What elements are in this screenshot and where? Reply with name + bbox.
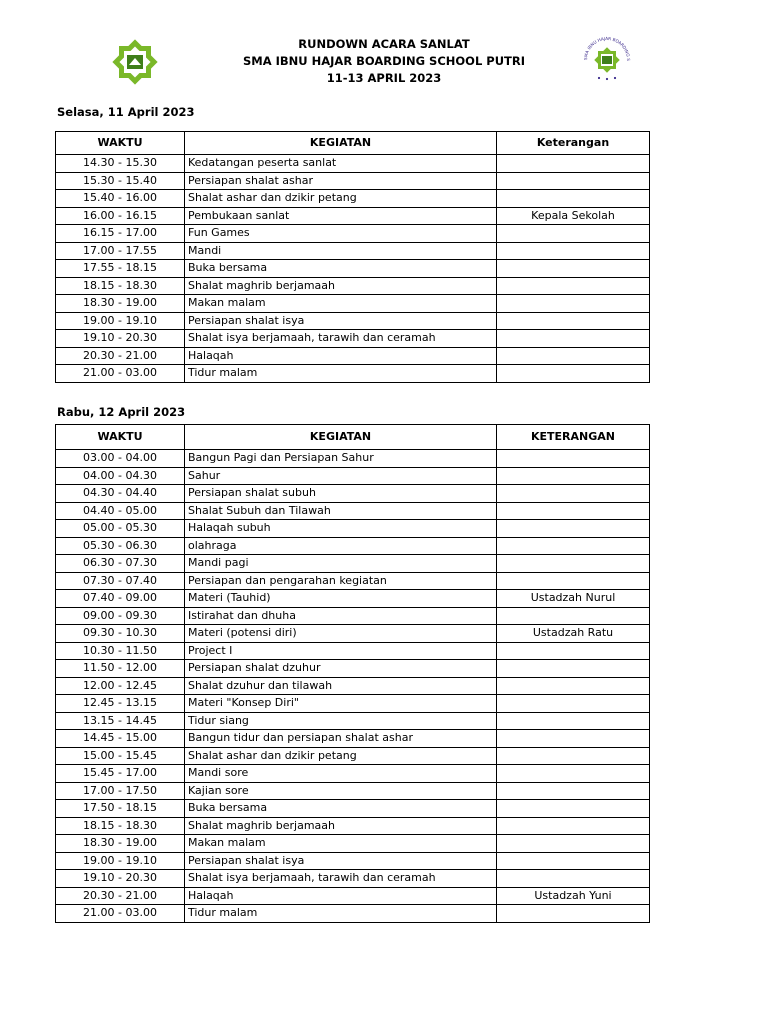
time-cell: 21.00 - 03.00 [56, 365, 185, 383]
school-logo-right [577, 36, 637, 84]
note-cell [497, 502, 650, 520]
table-row [56, 207, 650, 225]
note-cell: Ustadzah Nurul [497, 590, 650, 608]
time-cell: 04.40 - 05.00 [56, 502, 185, 520]
table-row [56, 242, 650, 260]
activity-cell: Project I [185, 642, 497, 660]
table-row [56, 712, 650, 730]
table-row [56, 835, 650, 853]
table-row [56, 887, 650, 905]
table-row [56, 502, 650, 520]
time-cell: 17.00 - 17.55 [56, 242, 185, 260]
column-header-keterangan: KETERANGAN [497, 425, 650, 450]
table-row [56, 225, 650, 243]
activity-cell: Makan malam [185, 295, 497, 313]
activity-cell: Shalat ashar dan dzikir petang [185, 747, 497, 765]
table-row [56, 730, 650, 748]
note-cell [497, 817, 650, 835]
note-cell [497, 520, 650, 538]
table-row [56, 642, 650, 660]
header-title-line1: RUNDOWN ACARA SANLAT [298, 37, 470, 51]
note-cell [497, 835, 650, 853]
time-cell: 12.00 - 12.45 [56, 677, 185, 695]
time-cell: 14.30 - 15.30 [56, 155, 185, 173]
time-cell: 17.55 - 18.15 [56, 260, 185, 278]
activity-cell: Shalat maghrib berjamaah [185, 817, 497, 835]
table-row [56, 485, 650, 503]
table-row [56, 190, 650, 208]
time-cell: 19.10 - 20.30 [56, 870, 185, 888]
activity-cell: Pembukaan sanlat [185, 207, 497, 225]
table-row [56, 155, 650, 173]
time-cell: 18.30 - 19.00 [56, 835, 185, 853]
activity-cell: Mandi pagi [185, 555, 497, 573]
note-cell [497, 312, 650, 330]
activity-cell: Persiapan shalat ashar [185, 172, 497, 190]
time-cell: 07.30 - 07.40 [56, 572, 185, 590]
note-cell [497, 782, 650, 800]
time-cell: 19.00 - 19.10 [56, 312, 185, 330]
activity-cell: Kedatangan peserta sanlat [185, 155, 497, 173]
note-cell [497, 155, 650, 173]
time-cell: 09.30 - 10.30 [56, 625, 185, 643]
time-cell: 04.00 - 04.30 [56, 467, 185, 485]
table-row [56, 260, 650, 278]
activity-cell: Halaqah subuh [185, 520, 497, 538]
time-cell: 21.00 - 03.00 [56, 905, 185, 923]
table-row [56, 295, 650, 313]
time-cell: 17.50 - 18.15 [56, 800, 185, 818]
table-header-row [56, 425, 650, 450]
note-cell [497, 607, 650, 625]
time-cell: 05.30 - 06.30 [56, 537, 185, 555]
note-cell [497, 277, 650, 295]
table-row [56, 555, 650, 573]
activity-cell: Shalat dzuhur dan tilawah [185, 677, 497, 695]
table-row [56, 782, 650, 800]
note-cell [497, 467, 650, 485]
activity-cell: Makan malam [185, 835, 497, 853]
header-title-line2: SMA IBNU HAJAR BOARDING SCHOOL PUTRI [242, 54, 526, 68]
time-cell: 20.30 - 21.00 [56, 347, 185, 365]
time-cell: 15.30 - 15.40 [56, 172, 185, 190]
time-cell: 10.30 - 11.50 [56, 642, 185, 660]
activity-cell: Mandi [185, 242, 497, 260]
day1-label: Selasa, 11 April 2023 [57, 105, 195, 119]
day2-label: Rabu, 12 April 2023 [57, 405, 186, 419]
note-cell [497, 295, 650, 313]
note-cell [497, 800, 650, 818]
table-row [56, 905, 650, 923]
note-cell [497, 642, 650, 660]
note-cell [497, 347, 650, 365]
activity-cell: Shalat isya berjamaah, tarawih dan ceramah [185, 870, 497, 888]
activity-cell: Persiapan shalat isya [185, 312, 497, 330]
note-cell [497, 660, 650, 678]
note-cell: Ustadzah Ratu [497, 625, 650, 643]
time-cell: 15.40 - 16.00 [56, 190, 185, 208]
note-cell [497, 485, 650, 503]
note-cell [497, 712, 650, 730]
activity-cell: Shalat ashar dan dzikir petang [185, 190, 497, 208]
activity-cell: Materi "Konsep Diri" [185, 695, 497, 713]
note-cell [497, 555, 650, 573]
activity-cell: Istirahat dan dhuha [185, 607, 497, 625]
activity-cell: Materi (potensi diri) [185, 625, 497, 643]
activity-cell: Tidur malam [185, 365, 497, 383]
time-cell: 05.00 - 05.30 [56, 520, 185, 538]
time-cell: 20.30 - 21.00 [56, 887, 185, 905]
table-row [56, 330, 650, 348]
time-cell: 12.45 - 13.15 [56, 695, 185, 713]
note-cell [497, 905, 650, 923]
table-row [56, 677, 650, 695]
time-cell: 03.00 - 04.00 [56, 450, 185, 468]
time-cell: 11.50 - 12.00 [56, 660, 185, 678]
table-row [56, 277, 650, 295]
note-cell [497, 260, 650, 278]
activity-cell: Buka bersama [185, 260, 497, 278]
column-header-kegiatan: KEGIATAN [185, 425, 497, 450]
time-cell: 19.00 - 19.10 [56, 852, 185, 870]
table-row [56, 852, 650, 870]
time-cell: 18.15 - 18.30 [56, 817, 185, 835]
column-header-keterangan: Keterangan [497, 132, 650, 155]
table-row [56, 467, 650, 485]
time-cell: 15.45 - 17.00 [56, 765, 185, 783]
note-cell [497, 330, 650, 348]
time-cell: 06.30 - 07.30 [56, 555, 185, 573]
table-row [56, 450, 650, 468]
table-row [56, 347, 650, 365]
note-cell [497, 537, 650, 555]
column-header-waktu: WAKTU [56, 132, 185, 155]
table-row [56, 625, 650, 643]
activity-cell: Fun Games [185, 225, 497, 243]
header-title-line3: 11-13 APRIL 2023 [326, 71, 442, 85]
activity-cell: Persiapan shalat subuh [185, 485, 497, 503]
table-row [56, 607, 650, 625]
note-cell [497, 765, 650, 783]
note-cell [497, 242, 650, 260]
note-cell [497, 730, 650, 748]
table-row [56, 747, 650, 765]
table-row [56, 870, 650, 888]
note-cell [497, 365, 650, 383]
activity-cell: Materi (Tauhid) [185, 590, 497, 608]
activity-cell: Persiapan dan pengarahan kegiatan [185, 572, 497, 590]
time-cell: 16.00 - 16.15 [56, 207, 185, 225]
activity-cell: Halaqah [185, 887, 497, 905]
time-cell: 04.30 - 04.40 [56, 485, 185, 503]
note-cell [497, 677, 650, 695]
activity-cell: Shalat maghrib berjamaah [185, 277, 497, 295]
activity-cell: Shalat Subuh dan Tilawah [185, 502, 497, 520]
time-cell: 16.15 - 17.00 [56, 225, 185, 243]
time-cell: 17.00 - 17.50 [56, 782, 185, 800]
table-row [56, 590, 650, 608]
table-row [56, 800, 650, 818]
table-row [56, 817, 650, 835]
note-cell [497, 747, 650, 765]
column-header-kegiatan: KEGIATAN [185, 132, 497, 155]
note-cell [497, 450, 650, 468]
activity-cell: olahraga [185, 537, 497, 555]
day1-schedule-table [55, 131, 650, 383]
time-cell: 18.15 - 18.30 [56, 277, 185, 295]
activity-cell: Kajian sore [185, 782, 497, 800]
time-cell: 19.10 - 20.30 [56, 330, 185, 348]
note-cell [497, 172, 650, 190]
time-cell: 15.00 - 15.45 [56, 747, 185, 765]
table-row [56, 572, 650, 590]
activity-cell: Bangun tidur dan persiapan shalat ashar [185, 730, 497, 748]
note-cell [497, 852, 650, 870]
note-cell [497, 695, 650, 713]
activity-cell: Buka bersama [185, 800, 497, 818]
table-row [56, 520, 650, 538]
activity-cell: Tidur malam [185, 905, 497, 923]
note-cell: Ustadzah Yuni [497, 887, 650, 905]
note-cell [497, 190, 650, 208]
table-header-row [56, 132, 650, 155]
activity-cell: Shalat isya berjamaah, tarawih dan ceramah [185, 330, 497, 348]
table-row [56, 537, 650, 555]
time-cell: 09.00 - 09.30 [56, 607, 185, 625]
note-cell [497, 572, 650, 590]
table-row [56, 765, 650, 783]
table-row [56, 365, 650, 383]
column-header-waktu: WAKTU [56, 425, 185, 450]
activity-cell: Halaqah [185, 347, 497, 365]
activity-cell: Persiapan shalat isya [185, 852, 497, 870]
time-cell: 07.40 - 09.00 [56, 590, 185, 608]
note-cell [497, 225, 650, 243]
activity-cell: Tidur siang [185, 712, 497, 730]
day2-schedule-table [55, 424, 650, 923]
note-cell [497, 870, 650, 888]
table-row [56, 312, 650, 330]
table-row [56, 172, 650, 190]
note-cell: Kepala Sekolah [497, 207, 650, 225]
time-cell: 14.45 - 15.00 [56, 730, 185, 748]
activity-cell: Sahur [185, 467, 497, 485]
time-cell: 13.15 - 14.45 [56, 712, 185, 730]
activity-cell: Mandi sore [185, 765, 497, 783]
table-row [56, 695, 650, 713]
table-row [56, 660, 650, 678]
time-cell: 18.30 - 19.00 [56, 295, 185, 313]
activity-cell: Bangun Pagi dan Persiapan Sahur [185, 450, 497, 468]
seal-text: SMA IBNU HAJAR BOARDING S [582, 36, 632, 61]
activity-cell: Persiapan shalat dzuhur [185, 660, 497, 678]
